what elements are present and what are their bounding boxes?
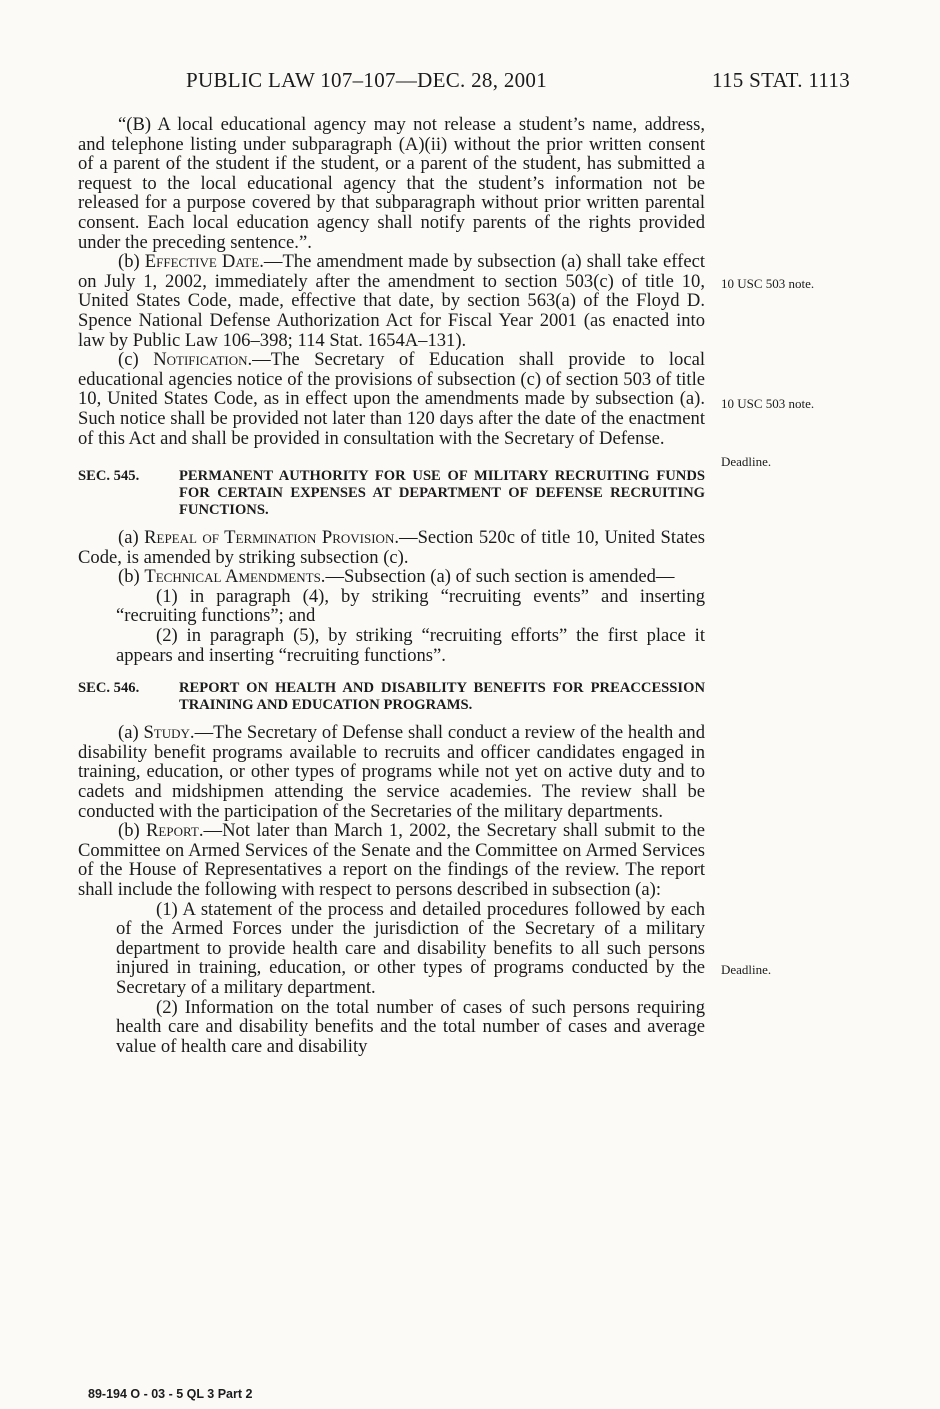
quoted-paragraph-b: “(B) A local educational agency may not release a student’s name, address, and telephone listing under subparagraph (A)(ii) without the prior written consent of a parent of the student if the student, or a parent of the student, has submitted a request to the local educational agency that the student’s information not be released for a purpose covered by that subparagraph without prior written parental consent. Each local education agency shall notify parents of the rights provided under the preceding sentence.”. xyxy=(78,114,705,253)
sec546-subsection-b xyxy=(78,821,705,899)
section-545-heading xyxy=(78,468,705,519)
section-number: SEC. 546. xyxy=(78,680,140,697)
sec546-paragraph-2: (2) Information on the total number of cases of such persons requiring health care and disability benefits and the total number of cases and average value of health care and disability xyxy=(116,996,705,1057)
sec545-subsection-a xyxy=(78,528,705,567)
print-job-footer: 89-194 O - 03 - 5 QL 3 Part 2 xyxy=(88,1387,253,1401)
subsection-heading: Study. xyxy=(143,722,195,744)
subsection-heading: Technical Amendments. xyxy=(144,566,326,588)
section-title: PERMANENT AUTHORITY FOR USE OF MILITARY RECRUITING FUNDS FOR CERTAIN EXPENSES AT DEPARTMENT OF DEFENSE RECRUITING FUNCTIONS. xyxy=(179,468,705,519)
sec545-subsection-b xyxy=(78,567,705,587)
public-law-citation: PUBLIC LAW 107–107—DEC. 28, 2001 xyxy=(186,68,548,92)
subsection-heading: Effective Date. xyxy=(144,251,264,273)
body-text xyxy=(78,115,705,1056)
subsection-label: (b) xyxy=(118,566,145,588)
subsection-label: (b) xyxy=(118,251,145,273)
margin-note-deadline: Deadline. xyxy=(721,454,772,469)
subsection-text: —Not later than March 1, 2002, the Secretary shall submit to the Committee on Armed Services of the Senate and the Committee on Armed Services of the House of Representatives a report on the findings of the review. The report shall include the following with respect to persons described in subsection (a): xyxy=(78,820,705,900)
subsection-effective-date xyxy=(78,252,705,350)
section-546-heading xyxy=(78,680,705,714)
subsection-label: (c) xyxy=(118,349,154,371)
sec546-paragraph-1: (1) A statement of the process and detailed procedures followed by each of the Armed Forces under the jurisdiction of the Secretary of a military department to provide health care and disability benefits to all such persons injured in training, education, or other types of programs conducted by the Secretary of a military department. xyxy=(116,898,705,998)
subsection-label: (a) xyxy=(118,527,145,549)
statute-page-number: 115 STAT. 1113 xyxy=(711,68,850,92)
sec545-paragraph-1: (1) in paragraph (4), by striking “recruiting events” and inserting “recruiting functions”; and xyxy=(116,585,705,627)
page-header xyxy=(186,66,850,94)
subsection-text: —Subsection (a) of such section is amended— xyxy=(325,566,675,588)
sec546-subsection-a xyxy=(78,723,705,821)
subsection-text: —The amendment made by subsection (a) shall take effect on July 1, 2002, immediately after the amendment to section 503(c) of title 10, United States Code, made, effective that date, by section 563(a) of the Floyd D. Spence National Defense Authorization Act for Fiscal Year 2001 (as enacted into law by Public Law 106–398; 114 Stat. 1654A–131). xyxy=(78,251,705,351)
subsection-label: (a) xyxy=(118,722,144,744)
subsection-text: —The Secretary of Education shall provide to local educational agencies notice of the provisions of subsection (c) of section 503 of title 10, United States Code, as in effect upon the amendments made by subsection (a). Such notice shall be provided not later than 120 days after the date of the enactment of this Act and shall be provided in consultation with the Secretary of Defense. xyxy=(78,349,706,449)
section-title: REPORT ON HEALTH AND DISABILITY BENEFITS FOR PREACCESSION TRAINING AND EDUCATION PROGRAMS. xyxy=(179,680,705,714)
subsection-notification xyxy=(78,350,705,448)
margin-note-deadline: Deadline. xyxy=(721,962,772,977)
sec545-paragraph-2: (2) in paragraph (5), by striking “recruiting efforts” the first place it appears and inserting “recruiting functions”. xyxy=(116,625,705,666)
subsection-label: (b) xyxy=(118,820,147,842)
margin-note-usc: 10 USC 503 note. xyxy=(721,276,815,291)
margin-note-usc: 10 USC 503 note. xyxy=(721,396,815,411)
subsection-heading: Repeal of Termination Provision. xyxy=(144,527,399,549)
subsection-heading: Notification. xyxy=(153,349,253,371)
subsection-heading: Report. xyxy=(146,820,204,842)
section-number: SEC. 545. xyxy=(78,468,140,485)
subsection-text: —Section 520c of title 10, United States Code, is amended by striking subsection (c). xyxy=(78,527,705,568)
subsection-text: —The Secretary of Defense shall conduct a review of the health and disability benefit programs available to recruits and officer candidates engaged in training, education, or other types of programs while not yet on active duty and to cadets and midshipmen attending the service academies. The review shall be conducted with the participation of the Secretaries of the military departments. xyxy=(78,722,705,822)
